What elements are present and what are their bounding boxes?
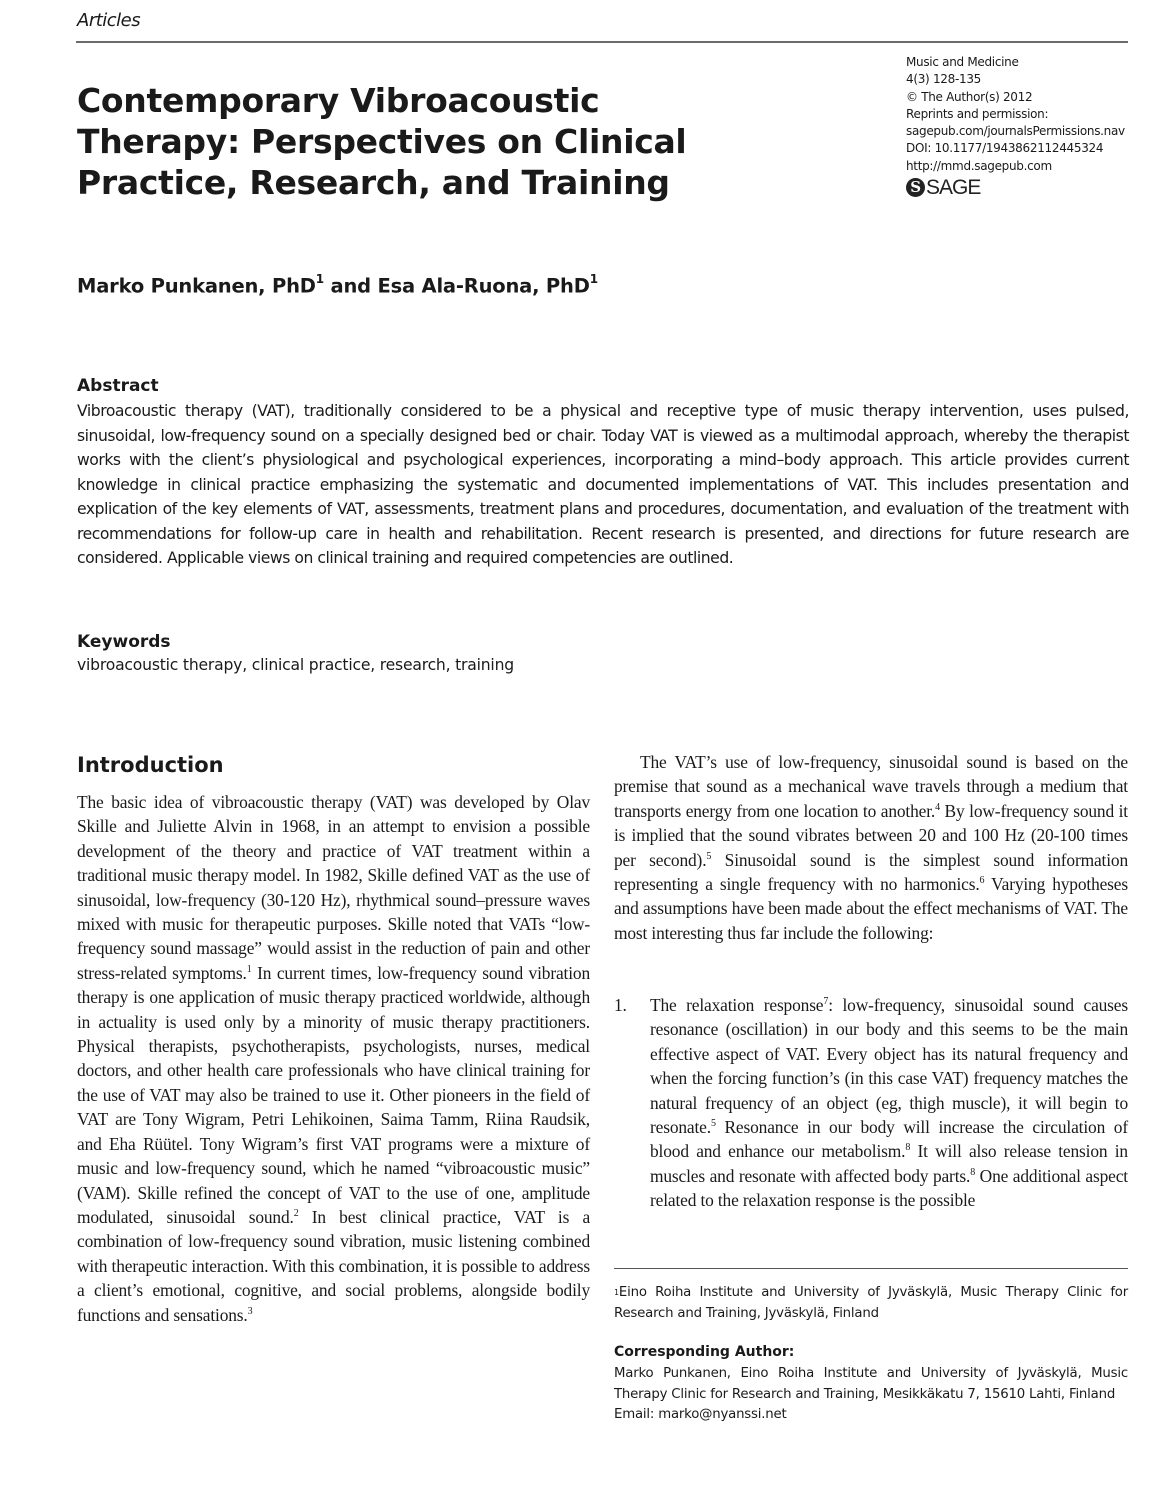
citation-ref[interactable]: 5	[710, 1118, 716, 1130]
header-rule	[76, 41, 1128, 43]
list-item	[614, 993, 1128, 1213]
body-text: One additional aspect related to the relaxation response is the possible	[650, 1165, 1128, 1211]
affiliation-text: Eino Roiha Institute and University of Jyväskylä, Music Therapy Clinic for Research and Training, Jyväskylä, Finland	[614, 1285, 1128, 1321]
corresponding-author-block	[614, 1364, 1128, 1426]
journal-name: Music and Medicine	[906, 55, 1019, 69]
affiliation-footnote	[614, 1283, 1128, 1324]
citation-ref[interactable]: 5	[706, 850, 712, 862]
introduction-paragraph	[77, 790, 590, 1327]
sage-logo-text: SAGE	[926, 175, 981, 199]
citation-ref[interactable]: 8	[905, 1142, 911, 1154]
corresponding-author-address: Marko Punkanen, Eino Roiha Institute and University of Jyväskylä, Music Therapy Clinic for Research and Training, Mesikkäkatu 7, 15610 Lahti, Finland	[614, 1366, 1128, 1402]
list-item-text	[650, 993, 1128, 1213]
citation-ref[interactable]: 3	[247, 1305, 253, 1317]
author-name: Marko Punkanen, PhD	[77, 274, 316, 298]
copyright: © The Author(s) 2012	[906, 89, 1033, 104]
keywords-heading: Keywords	[77, 632, 171, 652]
journal-url-link[interactable]: http://mmd.sagepub.com	[906, 158, 1052, 173]
body-text: The VAT’s use of low-frequency, sinusoidal sound is based on the premise that sound as a mechanical wave travels through a medium that transports energy from one location to another.	[614, 752, 1128, 821]
body-text: In best clinical practice, VAT is a combination of low-frequency sound vibration, music listening combined with therapeutic interaction. With this combination, it is possible to address a client’s emotional, cognitive, and social problems, alongside bodily functions and sensations.	[77, 1206, 591, 1325]
citation-ref[interactable]: 1	[246, 963, 252, 975]
sage-logo	[906, 175, 1125, 199]
author-joiner: and	[323, 274, 378, 298]
footnote-rule	[614, 1268, 1128, 1269]
body-text: In current times, low-frequency sound vibration therapy is one application of music therapy practiced worldwide, although in actuality is used only by a minority of music therapy practitioners. Physical therapists, psychotherapists, psychologists, nurses, medical doctors, and other health care professionals who have clinical training for the use of VAT may also be trained to use it. Other pioneers in the field of VAT are Tony Wigram, Petri Lehikoinen, Saima Tamm, Riina Raudsik, and Eha Rüütel. Tony Wigram’s first VAT programs were a mixture of music and low-frequency sound, which he named “vibroacoustic music” (VAM). Skille refined the concept of VAT to the use of one, amplitude modulated, sinusoidal sound.	[77, 962, 590, 1227]
author-affiliation-mark: 1	[315, 272, 324, 286]
author-affiliation-mark: 1	[589, 272, 598, 286]
author-list	[77, 274, 598, 298]
abstract-text: Vibroacoustic therapy (VAT), traditionally considered to be a physical and receptive type of music therapy intervention, uses pulsed, sinusoidal, low-frequency sound on a specially designed bed or chair. Today VAT is viewed as a multimodal approach, whereby the therapist works with the client’s physiological and psychological experiences, incorporating a mind–body approach. This article provides current knowledge in clinical practice emphasizing the systematic and documented implementations of VAT. This includes presentation and explication of the key elements of VAT, assessments, treatment plans and procedures, documentation, and evaluation of the treatment with recommendations for follow-up care in health and rehabilitation. Recent research is presented, and directions for future research are considered. Applicable views on clinical training and required competencies are outlined.	[77, 402, 1129, 567]
body-text: It will also release tension in muscles and resonate with affected body parts.	[650, 1141, 1128, 1186]
corresponding-author-heading: Corresponding Author:	[614, 1344, 795, 1360]
body-text: The relaxation response	[650, 995, 824, 1015]
right-column-paragraph	[614, 750, 1128, 945]
citation-ref[interactable]: 4	[935, 801, 940, 813]
article-title: Contemporary Vibroacoustic Therapy: Perspectives on Clinical Practice, Research, and Training	[77, 81, 687, 202]
introduction-heading: Introduction	[77, 753, 224, 777]
body-text: Sinusoidal sound is the simplest sound information representing a single frequency with no harmonics.	[614, 849, 1128, 895]
citation-ref[interactable]: 8	[970, 1166, 976, 1178]
body-text: By low-frequency sound it is implied that the sound vibrates between 20 and 100 Hz (20-100 times per second).	[614, 800, 1128, 870]
sage-s-icon: S	[906, 178, 925, 197]
keywords-text: vibroacoustic therapy, clinical practice, research, training	[77, 656, 514, 674]
volume-pages: 4(3) 128-135	[906, 72, 981, 87]
mechanisms-list	[614, 993, 1128, 1213]
list-number: 1.	[614, 995, 627, 1015]
journal-info-block	[906, 54, 1125, 197]
reprints-label: Reprints and permission:	[906, 106, 1049, 121]
author-name: Esa Ala-Ruona, PhD	[377, 274, 590, 298]
corresponding-author-email[interactable]: Email: marko@nyanssi.net	[614, 1407, 787, 1422]
body-text: : low-frequency, sinusoidal sound causes resonance (oscillation) in our body and this seems to be the main effective aspect of VAT. Every object has its natural frequency and when the forcing function’s (in this case VAT) frequency matches the natural frequency of an object (eg, thigh muscle), it will begin to resonate.	[650, 995, 1128, 1138]
body-text: The basic idea of vibroacoustic therapy (VAT) was developed by Olav Skille and Juliette Alvin in 1968, in an attempt to envision a possible development of the theory and practice of VAT treatment within a traditional music therapy model. In 1982, Skille defined VAT as the use of sinusoidal, low-frequency (30-120 Hz), rhythmical sound–pressure waves mixed with music for therapeutic purposes. Skille noted that VATs “low-frequency sound massage” would assist in the reduction of pain and other stress-related symptoms.	[77, 792, 590, 983]
running-head-section-label: Articles	[77, 10, 141, 31]
citation-ref[interactable]: 6	[979, 875, 985, 887]
abstract-heading: Abstract	[77, 376, 159, 396]
doi[interactable]: DOI: 10.1177/1943862112445324	[906, 141, 1104, 156]
citation-ref[interactable]: 7	[823, 996, 829, 1007]
body-text: Varying hypotheses and assumptions have been made about the effect mechanisms of VAT. The most interesting thus far include the following:	[614, 874, 1128, 943]
body-text: Resonance in our body will increase the circulation of blood and enhance our metabolism.	[650, 1117, 1128, 1162]
reprints-link[interactable]: sagepub.com/journalsPermissions.nav	[906, 124, 1125, 139]
citation-ref[interactable]: 2	[293, 1207, 299, 1219]
affiliation-mark: 1	[614, 1288, 619, 1297]
